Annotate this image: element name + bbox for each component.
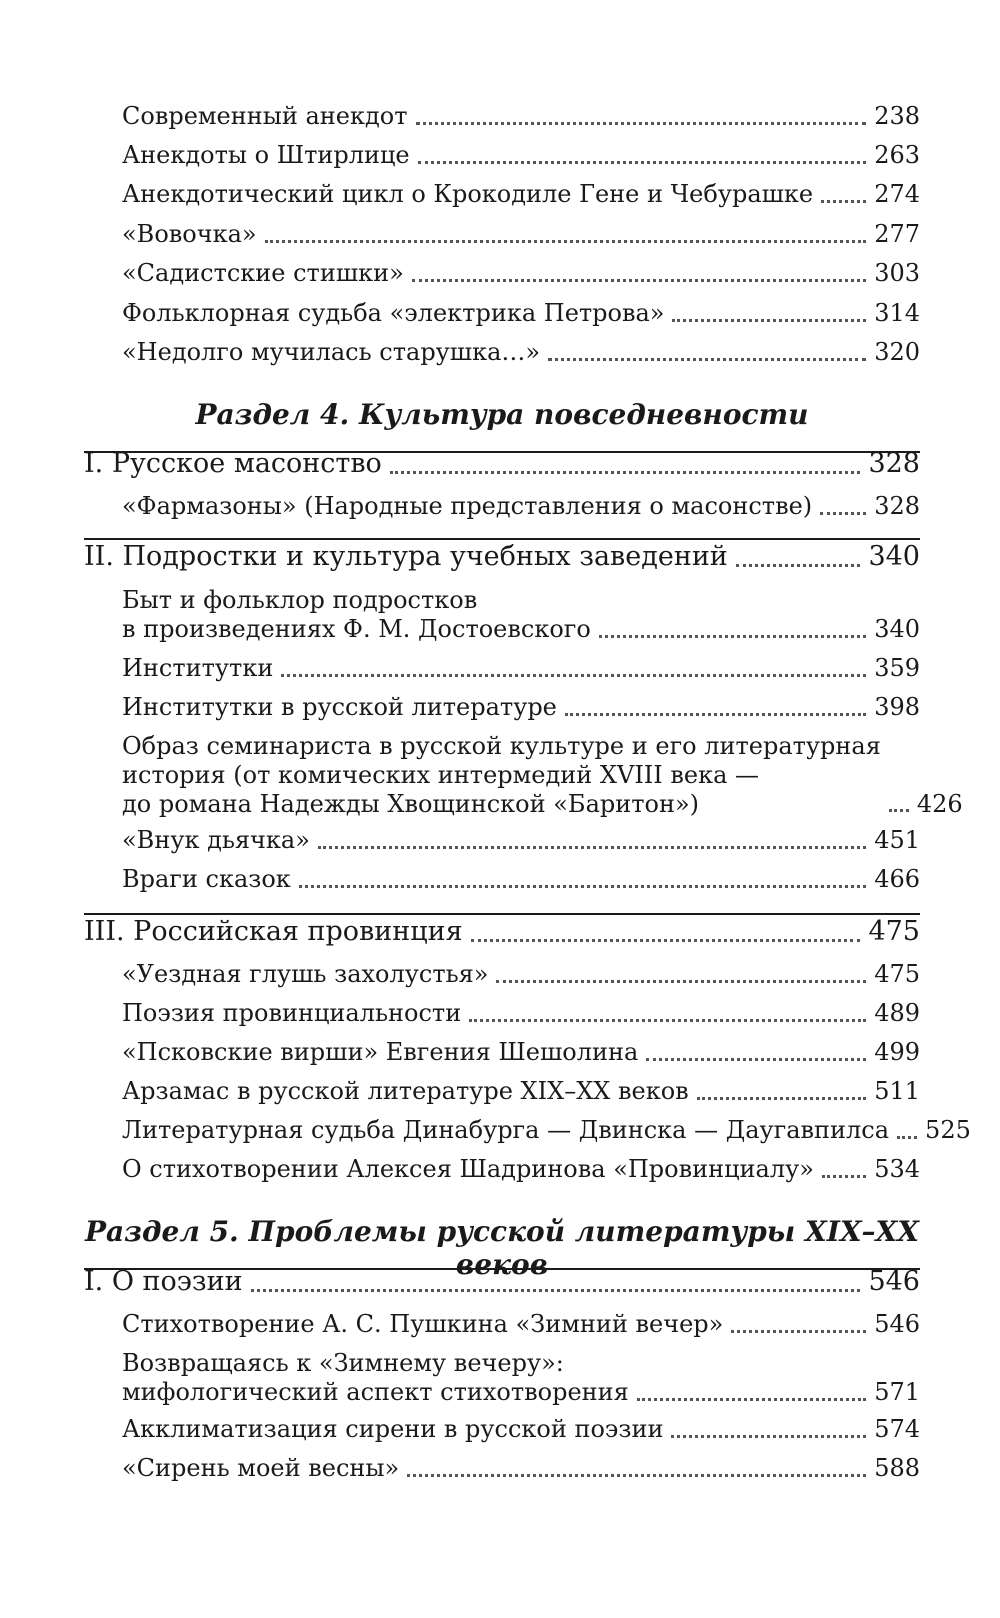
toc-entry-title: «Вовочка» <box>122 220 257 248</box>
toc-entry-title: «Сирень моей весны» <box>122 1454 400 1482</box>
toc-part <box>84 1266 920 1298</box>
toc-entry <box>122 141 920 170</box>
dot-leader <box>697 1097 867 1100</box>
toc-entry-page: 426 <box>916 789 963 818</box>
toc-part-title: III. Российская провинция <box>84 916 463 947</box>
toc-part <box>84 541 920 573</box>
toc-entry-title: Анекдоты о Штирлице <box>122 141 410 169</box>
section-heading: Раздел 5. Проблемы русской литературы XIX–XX веков <box>84 1215 920 1281</box>
toc-entry-page: 574 <box>874 1415 920 1443</box>
toc-entry-title-line: Возвращаясь к «Зимнему вечеру»: <box>122 1349 564 1377</box>
toc-entry <box>122 960 920 989</box>
toc-entry-page: 534 <box>874 1155 920 1183</box>
toc-entry-title: «Внук дьячка» <box>122 826 310 854</box>
toc-entry <box>122 693 920 722</box>
dot-leader <box>251 1289 861 1292</box>
section-heading: Раздел 4. Культура повседневности <box>195 398 809 431</box>
toc-entry <box>122 999 920 1028</box>
toc-entry-page: 340 <box>874 614 920 643</box>
toc-entry <box>122 180 920 209</box>
toc-entry-title: Фольклорная судьба «электрика Петрова» <box>122 299 665 327</box>
toc-entry <box>122 338 920 367</box>
dot-leader <box>637 1398 866 1401</box>
toc-entry-title-line: история (от комических интермедий XVIII века — <box>122 760 760 789</box>
toc-entry-page: 511 <box>874 1077 920 1105</box>
toc-entry <box>122 102 920 131</box>
toc-entry-page: 274 <box>874 180 920 208</box>
toc-part-page: 328 <box>868 448 920 479</box>
dot-leader <box>672 319 866 322</box>
dot-leader <box>736 564 861 567</box>
toc-entry <box>122 732 963 818</box>
toc-entry-page: 489 <box>874 999 920 1027</box>
toc-entry-title: Враги сказок <box>122 865 291 893</box>
toc-part-title: I. О поэзии <box>84 1266 243 1297</box>
dot-leader <box>822 1175 866 1178</box>
dot-leader <box>565 713 866 716</box>
toc-entry <box>122 586 920 644</box>
dot-leader <box>889 809 909 812</box>
toc-entry <box>122 654 920 683</box>
toc-entry-page: 475 <box>874 960 920 988</box>
toc-entry <box>122 1116 971 1145</box>
dot-leader <box>299 885 866 888</box>
dot-leader <box>407 1474 866 1477</box>
toc-entry-page: 525 <box>925 1116 971 1144</box>
toc-entry <box>122 1155 920 1184</box>
toc-part-page: 340 <box>868 541 920 572</box>
dot-leader <box>265 240 867 243</box>
toc-part-page: 475 <box>868 916 920 947</box>
toc-entry <box>122 492 920 521</box>
toc-entry-title: Анекдотический цикл о Крокодиле Гене и Чебурашке <box>122 180 814 208</box>
dot-leader <box>416 122 867 125</box>
dot-leader <box>496 980 866 983</box>
toc-entry-page: 359 <box>874 654 920 682</box>
dot-leader <box>471 939 861 942</box>
part-rule <box>84 913 920 915</box>
toc-entry-title: «Фармазоны» (Народные представления о масонстве) <box>122 492 813 520</box>
toc-entry-page: 451 <box>874 826 920 854</box>
toc-entry-page: 499 <box>874 1038 920 1066</box>
toc-entry-title-line: Быт и фольклор подростков <box>122 586 478 614</box>
dot-leader <box>469 1019 866 1022</box>
toc-entry-title: Акклиматизация сирени в русской поэзии <box>122 1415 664 1443</box>
toc-entry <box>122 1038 920 1067</box>
toc-entry-page: 571 <box>874 1377 920 1406</box>
toc-entry <box>122 1310 920 1339</box>
toc-entry-title: «Садистские стишки» <box>122 259 404 287</box>
part-rule <box>84 538 920 540</box>
toc-entry-page: 588 <box>874 1454 920 1482</box>
dot-leader <box>821 200 866 203</box>
toc-entry-page: 238 <box>874 102 920 130</box>
toc-entry-title: «Недолго мучилась старушка…» <box>122 338 541 366</box>
toc-entry-title: Стихотворение А. С. Пушкина «Зимний вечер» <box>122 1310 724 1338</box>
toc-entry-page: 328 <box>874 492 920 520</box>
toc-entry-page: 466 <box>874 865 920 893</box>
toc-part <box>84 916 920 948</box>
toc-entry-title-line: до романа Надежды Хвощинской «Баритон») <box>122 789 700 818</box>
toc-entry <box>122 826 920 855</box>
toc-entry-title-line: в произведениях Ф. М. Достоевского <box>122 614 591 643</box>
toc-part-page: 546 <box>868 1266 920 1297</box>
dot-leader <box>390 471 861 474</box>
toc-part-title: I. Русское масонство <box>84 448 382 479</box>
toc-entry-title: О стихотворении Алексея Шадринова «Провинциалу» <box>122 1155 814 1183</box>
toc-entry-title-line: Образ семинариста в русской культуре и его литературная <box>122 732 881 760</box>
toc-entry <box>122 1454 920 1483</box>
dot-leader <box>281 674 866 677</box>
dot-leader <box>646 1058 866 1061</box>
toc-entry-title: Арзамас в русской литературе XIX–XX веков <box>122 1077 689 1105</box>
toc-entry-page: 398 <box>874 693 920 721</box>
toc-entry-title: «Псковские вирши» Евгения Шешолина <box>122 1038 639 1066</box>
toc-entry-title-line: мифологический аспект стихотворения <box>122 1377 629 1406</box>
dot-leader <box>599 635 866 638</box>
toc-entry-page: 314 <box>874 299 920 327</box>
toc-part <box>84 448 920 480</box>
toc-entry <box>122 865 920 894</box>
toc-entry-page: 303 <box>874 259 920 287</box>
dot-leader <box>318 846 866 849</box>
toc-entry <box>122 1349 920 1407</box>
toc-entry-title: Современный анекдот <box>122 102 408 130</box>
toc-entry-title: «Уездная глушь захолустья» <box>122 960 489 988</box>
toc-entry <box>122 259 920 288</box>
toc-entry-title: Институтки в русской литературе <box>122 693 557 721</box>
toc-entry-title: Литературная судьба Динабурга — Двинска — Даугавпилса <box>122 1116 890 1144</box>
dot-leader <box>418 161 867 164</box>
dot-leader <box>731 1330 866 1333</box>
toc-entry-title <box>122 732 881 818</box>
dot-leader <box>671 1435 866 1438</box>
toc-entry <box>122 1415 920 1444</box>
toc-entry-title <box>122 586 591 644</box>
dot-leader <box>412 279 866 282</box>
toc-entry-page: 263 <box>874 141 920 169</box>
toc-entry-title: Поэзия провинциальности <box>122 999 462 1027</box>
toc-entry-title <box>122 1349 629 1407</box>
dot-leader <box>820 512 866 515</box>
toc-entry-page: 277 <box>874 220 920 248</box>
toc-entry <box>122 1077 920 1106</box>
toc-entry-title: Институтки <box>122 654 274 682</box>
toc-entry-page: 546 <box>874 1310 920 1338</box>
dot-leader <box>548 358 866 361</box>
toc-entry <box>122 299 920 328</box>
toc-part-title: II. Подростки и культура учебных заведений <box>84 541 728 572</box>
dot-leader <box>897 1136 917 1139</box>
toc-entry-page: 320 <box>874 338 920 366</box>
toc-entry <box>122 220 920 249</box>
